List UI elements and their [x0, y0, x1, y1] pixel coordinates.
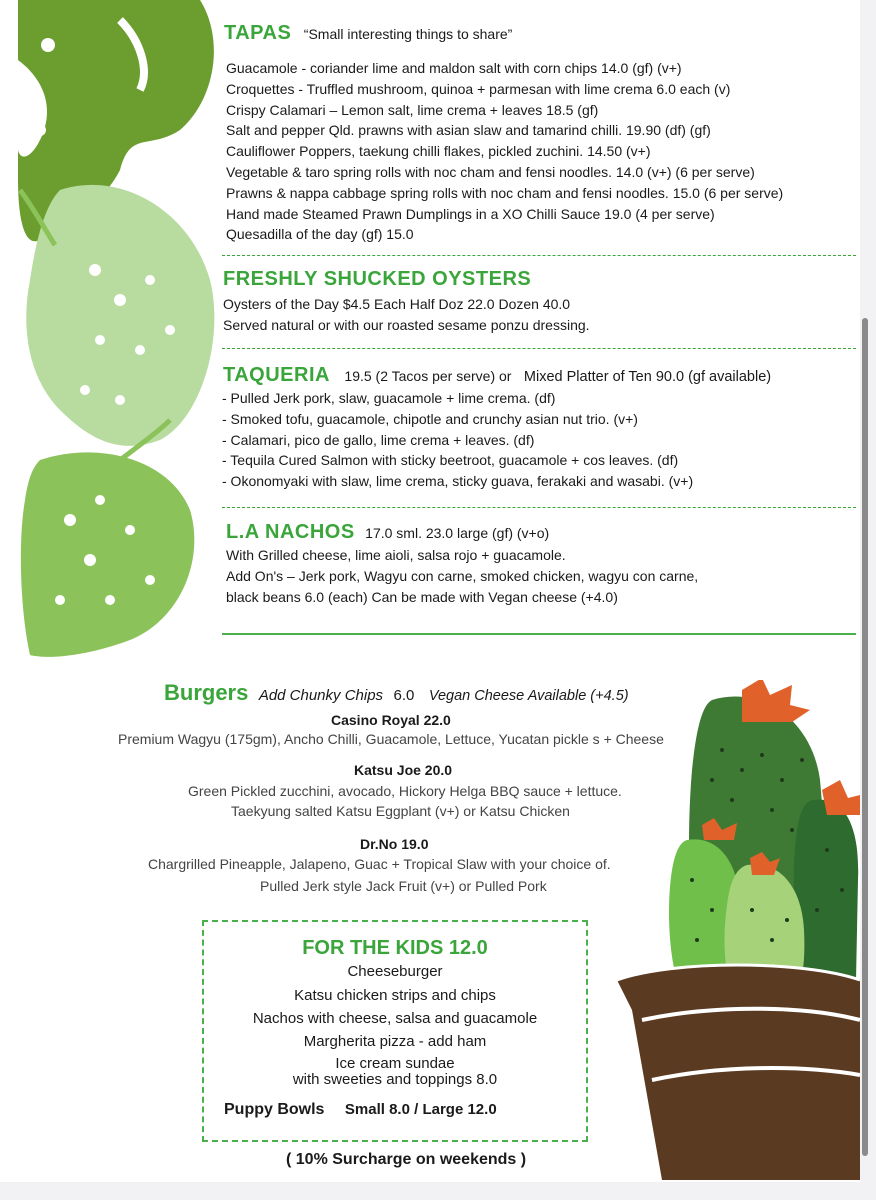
menu-item: Crispy Calamari – Lemon salt, lime crema + leaves 18.5 (gf) — [226, 101, 599, 118]
menu-item: Salt and pepper Qld. prawns with asian slaw and tamarind chilli. 19.90 (df) (gf) — [226, 122, 711, 139]
surcharge-note: ( 10% Surcharge on weekends ) — [286, 1151, 527, 1168]
puppy-bowls-row — [224, 1101, 497, 1119]
burgers-header — [164, 680, 629, 706]
menu-item: - Smoked tofu, guacamole, chipotle and crunchy asian nut trio. (v+) — [222, 410, 638, 427]
burgers-vegan-note: Vegan Cheese Available (+4.5) — [428, 688, 629, 704]
taqueria-header — [223, 364, 771, 387]
burger-name: Katsu Joe 20.0 — [354, 762, 453, 778]
scrollbar-thumb[interactable] — [862, 318, 868, 1156]
menu-item: - Pulled Jerk pork, slaw, guacamole + lime crema. (df) — [222, 390, 556, 406]
burger-description: Chargrilled Pineapple, Jalapeno, Guac + Tropical Slaw with your choice of. — [148, 856, 611, 872]
kids-item: Katsu chicken strips and chips — [294, 987, 496, 1004]
section-divider — [222, 633, 856, 635]
cactus-pot-illustration — [612, 680, 860, 1180]
tapas-tagline: “Small interesting things to share” — [303, 26, 513, 42]
menu-item: - Calamari, pico de gallo, lime crema + leaves. (df) — [222, 431, 535, 448]
burger-description: Pulled Jerk style Jack Fruit (v+) or Pulled Pork — [260, 878, 547, 894]
kids-item: Margherita pizza - add ham — [303, 1033, 487, 1050]
kids-item: Nachos with cheese, salsa and guacamole — [252, 1010, 538, 1027]
nachos-price: 17.0 sml. 23.0 large (gf) (v+o) — [365, 525, 550, 541]
puppy-bowls-price: Small 8.0 / Large 12.0 — [344, 1101, 497, 1118]
menu-item: Quesadilla of the day (gf) 15.0 — [226, 226, 414, 243]
nachos-title: L.A NACHOS — [226, 521, 355, 543]
nachos-list — [226, 545, 698, 607]
burgers-chips: Add Chunky Chips — [258, 687, 384, 704]
burger-name: Dr.No 19.0 — [360, 836, 429, 852]
burgers-title: Burgers — [164, 680, 249, 705]
menu-item: Guacamole - coriander lime and maldon salt with corn chips 14.0 (gf) (v+) — [226, 60, 682, 76]
taqueria-platter: Mixed Platter of Ten 90.0 (gf available) — [523, 369, 772, 385]
menu-item: Vegetable & taro spring rolls with noc cham and fensi noodles. 14.0 (v+) (6 per serve) — [226, 163, 755, 180]
kids-item: Ice cream sundae — [335, 1055, 455, 1072]
taqueria-title: TAQUERIA — [223, 364, 330, 386]
tapas-title: TAPAS — [224, 22, 292, 44]
kids-item: Cheeseburger — [347, 963, 443, 980]
section-divider — [222, 507, 856, 508]
taqueria-price: 19.5 (2 Tacos per serve) or — [344, 368, 512, 384]
kids-title: FOR THE KIDS 12.0 — [302, 937, 488, 959]
menu-item: - Okonomyaki with slaw, lime crema, sticky guava, ferakaki and wasabi. (v+) — [222, 473, 694, 490]
menu-item: Prawns & nappa cabbage spring rolls with noc cham and fensi noodles. 15.0 (6 per serve) — [226, 184, 784, 201]
burger-description: Green Pickled zucchini, avocado, Hickory Helga BBQ sauce + lettuce. — [188, 783, 622, 799]
burger-description: Premium Wagyu (175gm), Ancho Chilli, Guacamole, Lettuce, Yucatan pickle s + Cheese — [118, 731, 664, 747]
menu-item: black beans 6.0 (each) Can be made with Vegan cheese (+4.0) — [226, 588, 618, 605]
kids-item: with sweeties and toppings 8.0 — [292, 1071, 498, 1088]
oysters-note: Served natural or with our roasted sesame ponzu dressing. — [223, 316, 590, 333]
puppy-bowls-label: Puppy Bowls — [224, 1101, 325, 1118]
burger-name: Casino Royal 22.0 — [331, 712, 451, 728]
tapas-list — [226, 58, 783, 245]
menu-item: Cauliflower Poppers, taekung chilli flakes, pickled zuchini. 14.50 (v+) — [226, 143, 651, 160]
monstera-leaves-illustration — [0, 0, 220, 670]
nachos-header — [226, 521, 549, 544]
menu-item: Croquettes - Truffled mushroom, quinoa + parmesan with lime crema 6.0 each (v) — [226, 80, 731, 97]
burgers-chips-price: 6.0 — [393, 687, 415, 704]
taqueria-list — [222, 388, 693, 492]
menu-item: Hand made Steamed Prawn Dumplings in a XO Chilli Sauce 19.0 (4 per serve) — [226, 205, 715, 222]
burger-description: Taekyung salted Katsu Eggplant (v+) or Katsu Chicken — [231, 803, 570, 819]
menu-item: With Grilled cheese, lime aioli, salsa rojo + guacamole. — [226, 547, 566, 563]
oysters-title: FRESHLY SHUCKED OYSTERS — [223, 268, 532, 290]
menu-item: - Tequila Cured Salmon with sticky beetroot, guacamole + cos leaves. (df) — [222, 452, 679, 469]
section-divider — [222, 255, 856, 256]
oysters-details — [223, 294, 590, 336]
section-divider — [222, 348, 856, 349]
menu-item: Add On's – Jerk pork, Wagyu con carne, smoked chicken, wagyu con carne, — [226, 567, 699, 584]
oysters-prices: Oysters of the Day $4.5 Each Half Doz 22.0 Dozen 40.0 — [223, 296, 571, 312]
tapas-header — [224, 22, 512, 45]
